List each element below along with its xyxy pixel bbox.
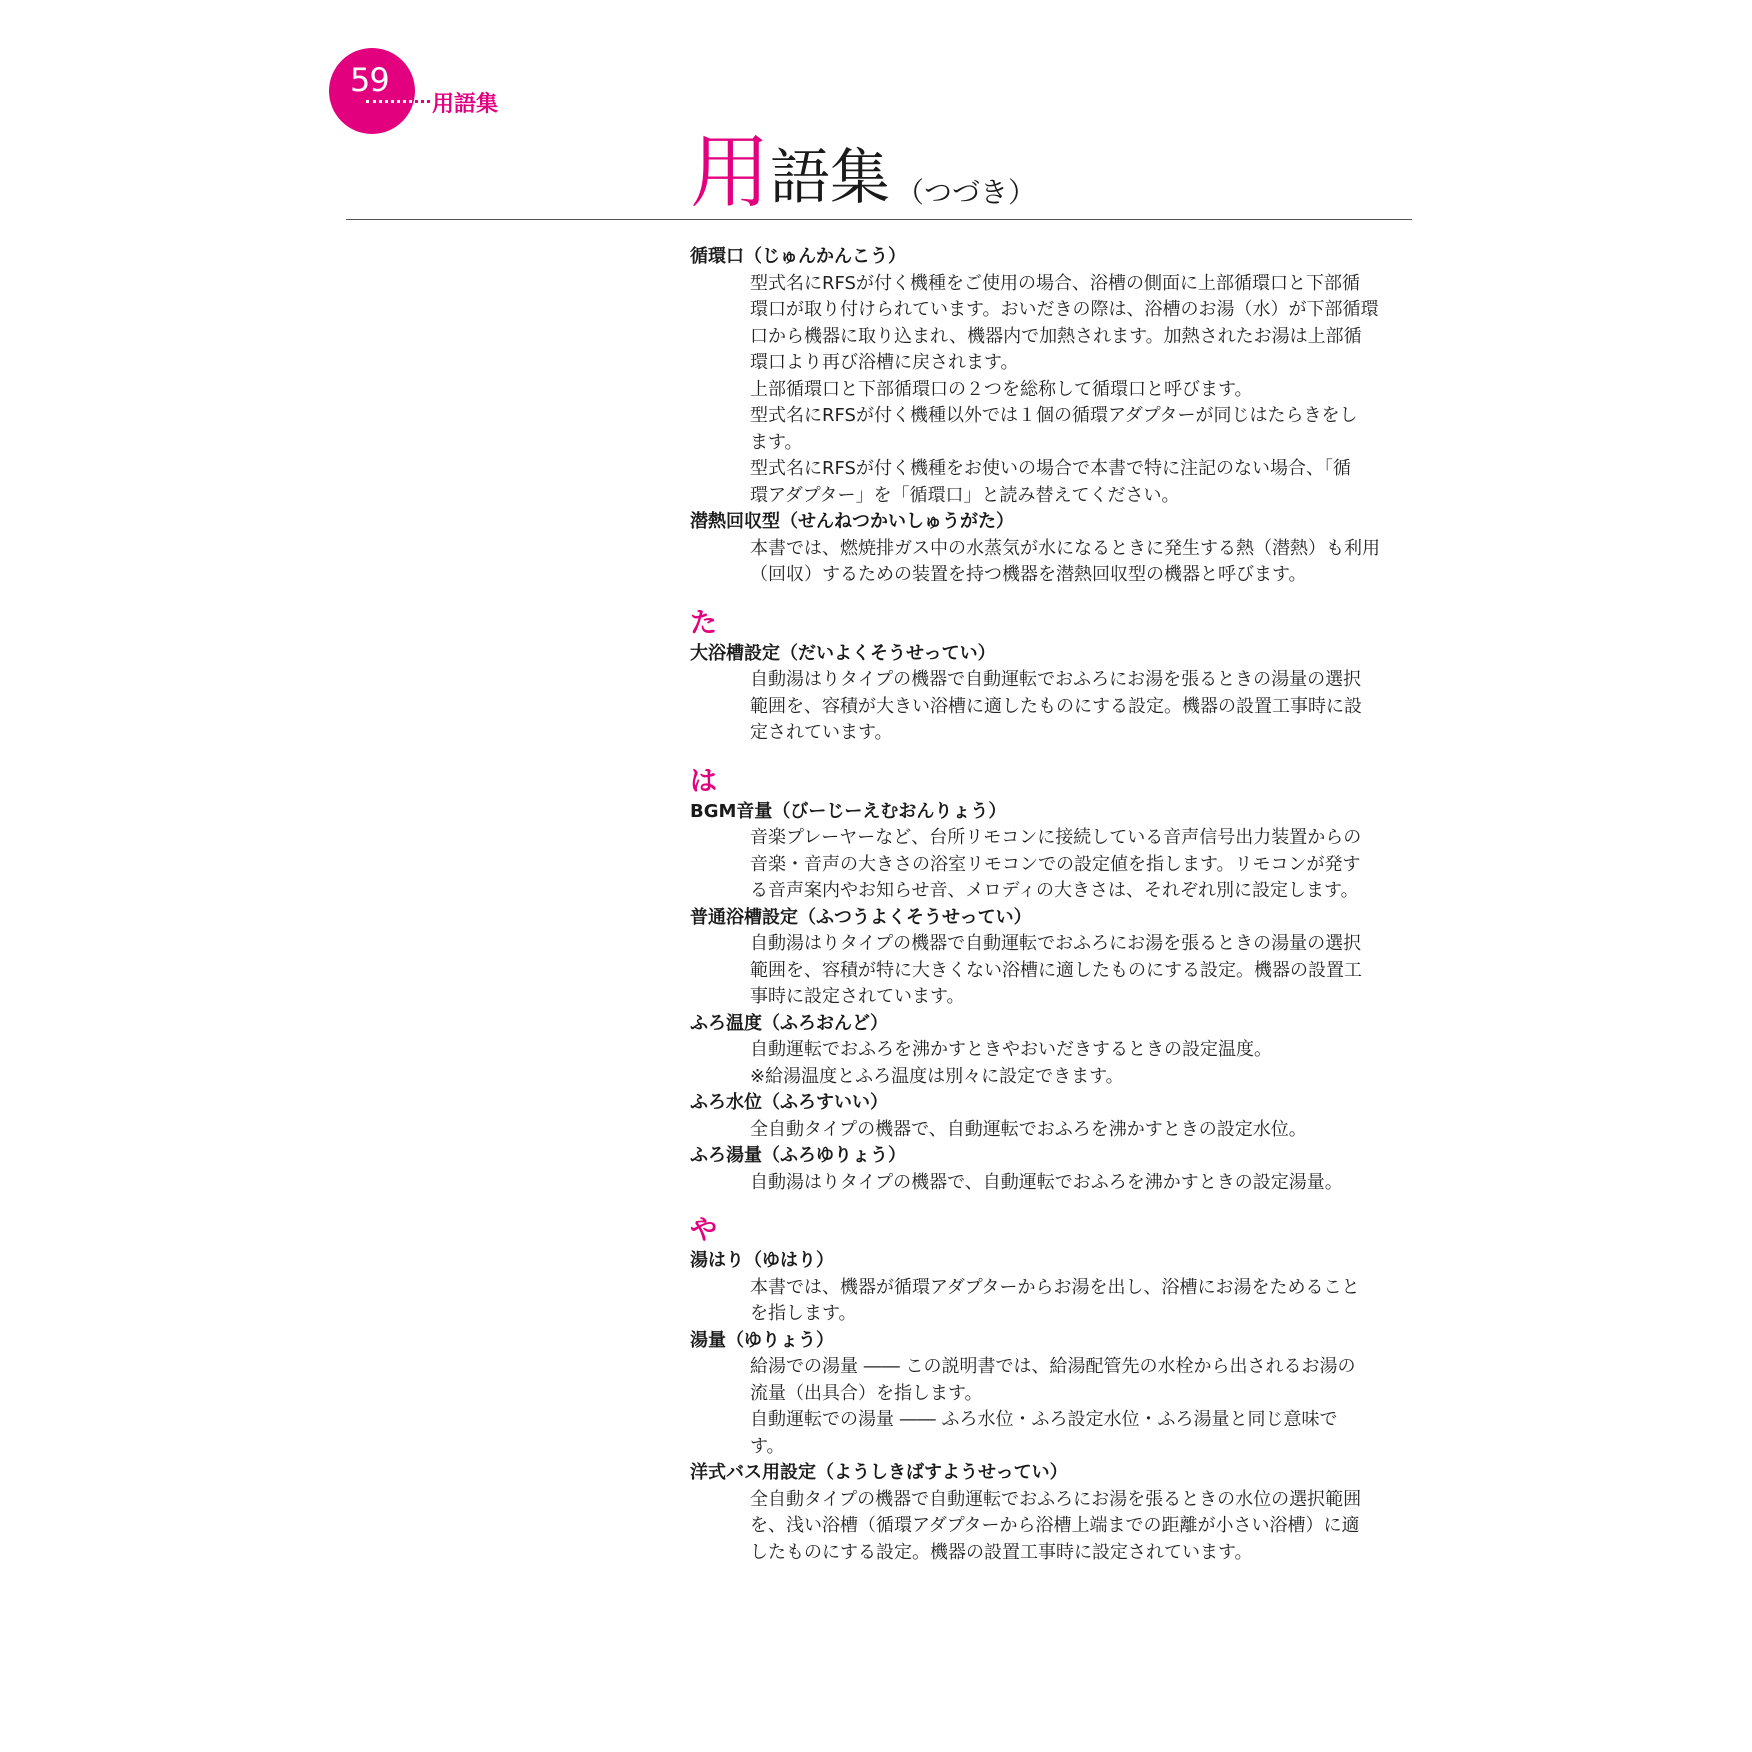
glossary-definition-line: （回収）するための装置を持つ機器を潜熱回収型の機器と呼びます。 <box>750 564 1307 585</box>
glossary-definition-line: 上部循環口と下部循環口の２つを総称して循環口と呼びます。 <box>750 378 1253 400</box>
page-number: 59 <box>350 61 389 99</box>
kana-heading-ha: は <box>690 765 717 797</box>
glossary-entry <box>690 1248 1412 1328</box>
page-title <box>690 126 1037 219</box>
kana-heading-ta: た <box>690 607 717 639</box>
glossary-definition-line: ※給湯温度とふろ温度は別々に設定できます。 <box>750 1065 1124 1087</box>
glossary-definition-line: したものにする設定。機器の設置工事時に設定されています。 <box>750 1541 1253 1563</box>
glossary-definition-line: 流量（出具合）を指します。 <box>750 1382 983 1404</box>
glossary-entry <box>690 1143 1412 1196</box>
glossary-definition-line: す。 <box>750 1435 785 1457</box>
glossary-definition-line: 型式名にRFSが付く機種をお使いの場合で本書で特に注記のない場合、「循 <box>750 458 1351 479</box>
glossary-term: 洋式バス用設定（ようしきばすようせってい） <box>690 1462 1068 1483</box>
glossary-definition-line: を、浅い浴槽（循環アダプターから浴槽上端までの距離が小さい浴槽）に適 <box>750 1515 1360 1536</box>
glossary-definition-line: 環アダプター」を「循環口」と読み替えてください。 <box>750 484 1180 506</box>
glossary-definition-line: を指します。 <box>750 1303 857 1324</box>
glossary-entry <box>690 1090 1412 1143</box>
glossary-term: ふろ湯量（ふろゆりょう） <box>690 1145 906 1166</box>
title-rest: 語集 <box>770 143 890 213</box>
glossary-term: 循環口（じゅんかんこう） <box>690 246 906 267</box>
glossary-term: ふろ温度（ふろおんど） <box>690 1012 888 1034</box>
glossary-group-ta <box>690 641 1412 747</box>
glossary-definition-line: 型式名にRFSが付く機種をご使用の場合、浴槽の側面に上部循環口と下部循 <box>750 272 1360 294</box>
glossary-definition-line: 本書では、燃焼排ガス中の水蒸気が水になるときに発生する熱（潜熱）も利用 <box>750 537 1380 559</box>
title-first-char: 用 <box>690 126 770 219</box>
glossary-term: BGM音量（びーじーえむおんりょう） <box>690 800 1007 822</box>
glossary-definition-line: 定されています。 <box>750 722 893 743</box>
glossary-definition-line: 範囲を、容積が特に大きくない浴槽に適したものにする設定。機器の設置工 <box>750 959 1362 981</box>
glossary-definition-line: 事時に設定されています。 <box>750 986 965 1007</box>
running-section-label: 用語集 <box>432 92 499 117</box>
glossary-group-ya <box>690 1248 1412 1566</box>
glossary-term: 湯量（ゆりょう） <box>690 1329 834 1351</box>
glossary-term: 普通浴槽設定（ふつうよくそうせってい） <box>690 906 1032 928</box>
glossary-definition-line: 型式名にRFSが付く機種以外では１個の循環アダプターが同じはたらきをし <box>750 405 1358 426</box>
glossary-definition-line: 環口が取り付けられています。おいだきの際は、浴槽のお湯（水）が下部循環 <box>750 299 1379 320</box>
glossary-term: 湯はり（ゆはり） <box>690 1250 834 1271</box>
glossary-definition-line: ます。 <box>750 431 803 453</box>
glossary-term: 大浴槽設定（だいよくそうせってい） <box>690 642 996 664</box>
glossary-definition-line: る音声案内やお知らせ音、メロディの大きさは、それぞれ別に設定します。 <box>750 880 1359 901</box>
glossary-term: 潜熱回収型（せんねつかいしゅうがた） <box>690 511 1014 532</box>
glossary-entry <box>690 1460 1412 1566</box>
glossary-definition-line: 環口より再び浴槽に戻されます。 <box>750 352 1019 373</box>
glossary-definition-line: 自動湯はりタイプの機器で自動運転でおふろにお湯を張るときの湯量の選択 <box>750 669 1362 690</box>
glossary-definition-line: 口から機器に取り込まれ、機器内で加熱されます。加熱されたお湯は上部循 <box>750 325 1362 347</box>
glossary-definition-line: 全自動タイプの機器で自動運転でおふろにお湯を張るときの水位の選択範囲 <box>750 1488 1362 1510</box>
glossary-definition-line: 音楽プレーヤーなど、台所リモコンに接続している音声信号出力装置からの <box>750 827 1362 848</box>
glossary-entry <box>690 509 1412 589</box>
glossary-definition-line: 自動湯はりタイプの機器で自動運転でおふろにお湯を張るときの湯量の選択 <box>750 933 1362 954</box>
glossary-entry <box>690 244 1412 509</box>
glossary-group-sa <box>690 244 1412 589</box>
leader-dots-outer <box>415 100 430 103</box>
glossary-entry <box>690 799 1412 905</box>
glossary-definition-line: 本書では、機器が循環アダプターからお湯を出し、浴槽にお湯をためること <box>750 1276 1360 1298</box>
glossary-term: ふろ水位（ふろすいい） <box>690 1092 888 1113</box>
glossary-entry <box>690 1011 1412 1091</box>
glossary-group-ha <box>690 799 1412 1197</box>
glossary-definition-line: 全自動タイプの機器で、自動運転でおふろを沸かすときの設定水位。 <box>750 1118 1307 1140</box>
glossary-definition-line: 自動運転での湯量 ―― ふろ水位・ふろ設定水位・ふろ湯量と同じ意味で <box>750 1409 1338 1430</box>
glossary-definition-line: 給湯での湯量 ―― この説明書では、給湯配管先の水栓から出されるお湯の <box>750 1356 1356 1377</box>
kana-heading-ya: や <box>690 1215 717 1246</box>
glossary-definition-line: 自動運転でおふろを沸かすときやおいだきするときの設定温度。 <box>750 1039 1272 1060</box>
glossary-entry <box>690 1328 1412 1461</box>
title-divider <box>346 219 1412 220</box>
title-subtitle: （つづき） <box>896 176 1037 209</box>
glossary-definition-line: 自動湯はりタイプの機器で、自動運転でおふろを沸かすときの設定湯量。 <box>750 1171 1343 1193</box>
glossary-entry <box>690 905 1412 1011</box>
glossary-content <box>690 244 1412 1566</box>
glossary-definition-line: 範囲を、容積が大きい浴槽に適したものにする設定。機器の設置工事時に設 <box>750 695 1362 717</box>
glossary-definition-line: 音楽・音声の大きさの浴室リモコンでの設定値を指します。リモコンが発す <box>750 853 1361 875</box>
glossary-entry <box>690 641 1412 747</box>
